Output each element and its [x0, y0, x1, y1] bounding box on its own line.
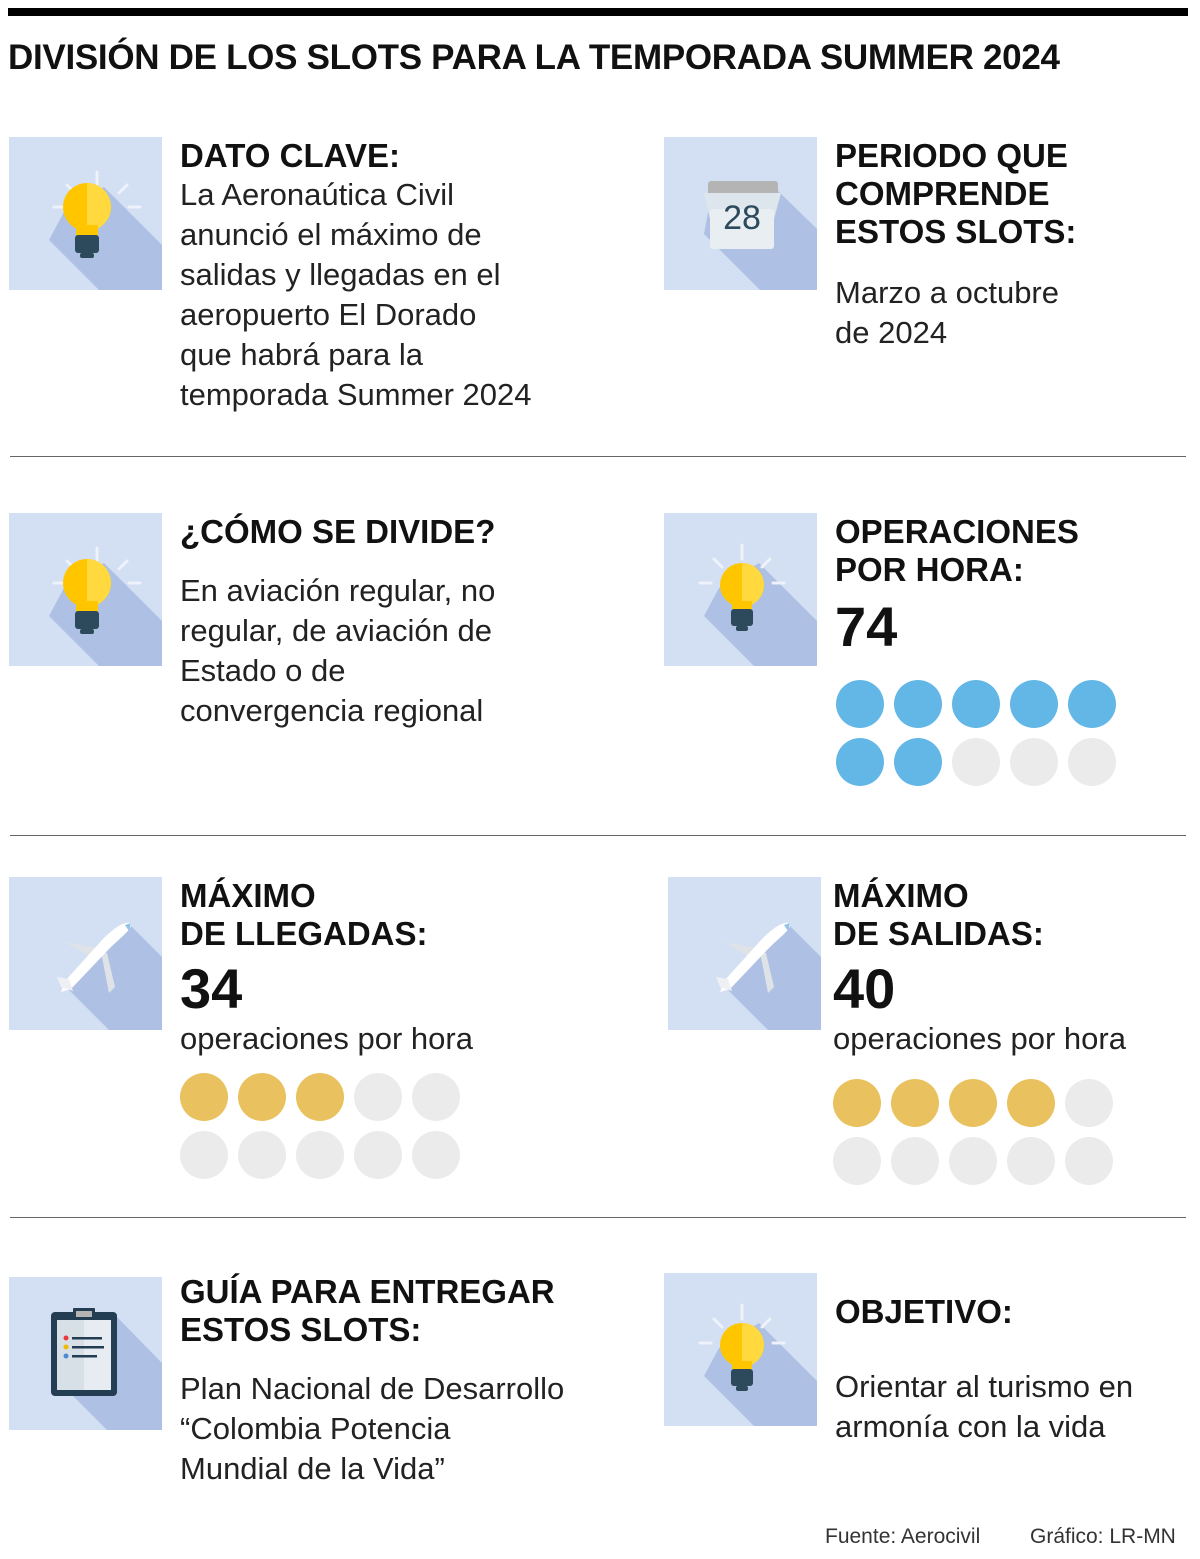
empty-dot [1068, 738, 1116, 786]
empty-dot [412, 1073, 460, 1121]
lightbulb-icon [9, 137, 162, 290]
empty-dot [1065, 1137, 1113, 1185]
filled-dot [949, 1079, 997, 1127]
operaciones-heading: OPERACIONES POR HORA: [835, 513, 1079, 588]
llegadas-heading: MÁXIMO DE LLEGADAS: [180, 877, 428, 952]
lightbulb-icon [664, 513, 817, 666]
empty-dot [354, 1131, 402, 1179]
objetivo-heading: OBJETIVO: [835, 1293, 1013, 1330]
page-title: DIVISIÓN DE LOS SLOTS PARA LA TEMPORADA SUMMER 2024 [8, 38, 1060, 77]
llegadas-unit: operaciones por hora [180, 1021, 473, 1056]
salidas-unit: operaciones por hora [833, 1021, 1126, 1056]
periodo-block [835, 137, 1185, 353]
periodo-heading: PERIODO QUE COMPRENDE ESTOS SLOTS: [835, 137, 1077, 250]
empty-dot [238, 1131, 286, 1179]
objetivo-block [835, 1293, 1195, 1447]
filled-dot [238, 1073, 286, 1121]
empty-dot [952, 738, 1000, 786]
empty-dot [949, 1137, 997, 1185]
divider [10, 1217, 1186, 1218]
calendar-icon [664, 137, 817, 290]
como-divide-heading: ¿CÓMO SE DIVIDE? [180, 513, 496, 550]
dato-clave-block [180, 137, 640, 415]
como-divide-block [180, 513, 640, 731]
objetivo-text: Orientar al turismo en armonía con la vida [835, 1369, 1134, 1444]
filled-dot [296, 1073, 344, 1121]
empty-dot [354, 1073, 402, 1121]
divider [10, 835, 1186, 836]
filled-dot [1007, 1079, 1055, 1127]
filled-dot [1068, 680, 1116, 728]
llegadas-dots [180, 1073, 460, 1179]
lightbulb-icon [664, 1273, 817, 1426]
filled-dot [894, 738, 942, 786]
empty-dot [296, 1131, 344, 1179]
empty-dot [1010, 738, 1058, 786]
empty-dot [412, 1131, 460, 1179]
empty-dot [180, 1131, 228, 1179]
filled-dot [891, 1079, 939, 1127]
divider [10, 456, 1186, 457]
graphic-credit: Gráfico: LR-MN [1030, 1525, 1176, 1548]
filled-dot [952, 680, 1000, 728]
empty-dot [833, 1137, 881, 1185]
salidas-heading: MÁXIMO DE SALIDAS: [833, 877, 1044, 952]
svg-text:28: 28 [723, 199, 761, 237]
filled-dot [894, 680, 942, 728]
como-divide-text: En aviación regular, no regular, de aviación de Estado o de convergencia regional [180, 573, 496, 728]
filled-dot [833, 1079, 881, 1127]
filled-dot [836, 680, 884, 728]
filled-dot [836, 738, 884, 786]
empty-dot [1065, 1079, 1113, 1127]
lightbulb-icon [9, 513, 162, 666]
guia-heading: GUÍA PARA ENTREGAR ESTOS SLOTS: [180, 1273, 555, 1348]
operaciones-dots [836, 680, 1116, 786]
salidas-dots [833, 1079, 1113, 1185]
periodo-text: Marzo a octubre de 2024 [835, 275, 1059, 350]
dato-clave-text: La Aeronaútica Civil anunció el máximo de salidas y llegadas en el aeropuerto El Dorado que habrá para la temporada Summer 2024 [180, 177, 532, 412]
clipboard-icon [9, 1277, 162, 1430]
guia-block [180, 1273, 640, 1489]
filled-dot [180, 1073, 228, 1121]
llegadas-value: 34 [180, 957, 243, 1020]
guia-text: Plan Nacional de Desarrollo “Colombia Potencia Mundial de la Vida” [180, 1371, 565, 1486]
airplane-icon [668, 877, 821, 1030]
empty-dot [891, 1137, 939, 1185]
airplane-icon [9, 877, 162, 1030]
empty-dot [1007, 1137, 1055, 1185]
operaciones-value: 74 [835, 595, 898, 658]
operaciones-block [835, 513, 1185, 657]
dato-clave-heading: DATO CLAVE: [180, 137, 400, 174]
top-rule [8, 8, 1188, 16]
salidas-block [833, 877, 1193, 1059]
source-credit: Fuente: Aerocivil [825, 1525, 981, 1548]
llegadas-block [180, 877, 640, 1059]
filled-dot [1010, 680, 1058, 728]
salidas-value: 40 [833, 957, 896, 1020]
